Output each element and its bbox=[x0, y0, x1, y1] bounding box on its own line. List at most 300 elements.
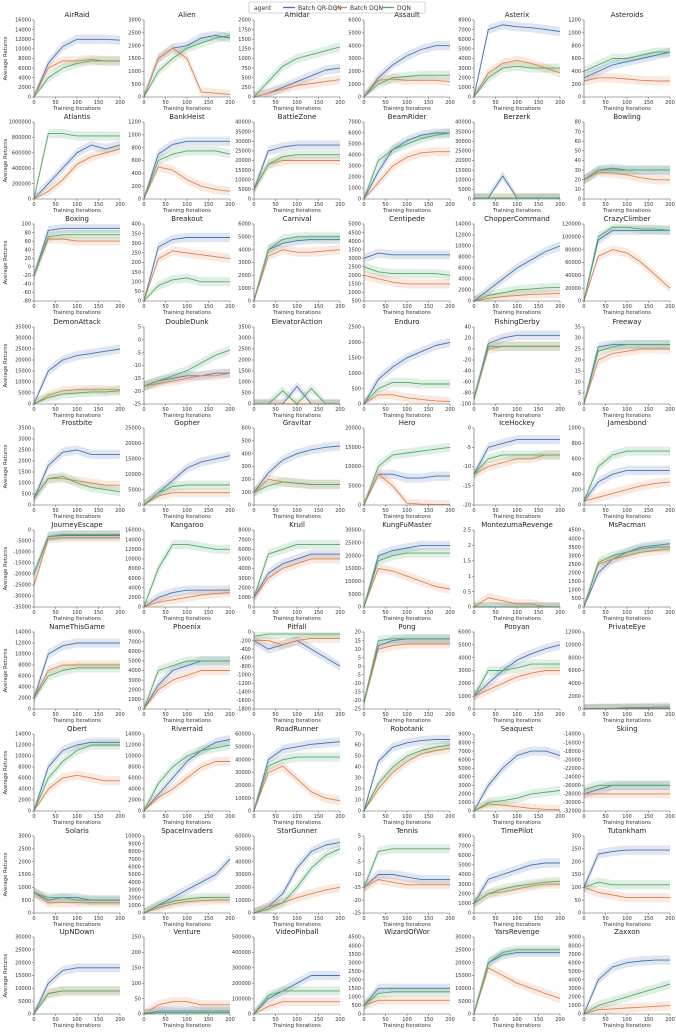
series-band-dqn bbox=[144, 656, 230, 709]
x-axis-label: Training Iterations bbox=[493, 820, 541, 826]
y-tick-label: 60000 bbox=[565, 260, 581, 267]
x-tick-label: 200 bbox=[445, 814, 455, 820]
chart-panel-asterix bbox=[458, 11, 565, 112]
x-tick-label: 100 bbox=[72, 508, 82, 514]
chart-panel-tutankham bbox=[571, 827, 674, 928]
x-tick-label: 50 bbox=[602, 916, 609, 922]
x-tick-label: 0 bbox=[32, 814, 36, 820]
x-tick-label: 50 bbox=[602, 1017, 609, 1023]
y-tick-label: 25000 bbox=[15, 947, 31, 954]
x-tick-label: 150 bbox=[423, 407, 434, 413]
y-tick-label: 1750 bbox=[238, 27, 251, 34]
y-tick-label: 0 bbox=[357, 808, 361, 815]
y-tick-label: -30000 bbox=[563, 800, 581, 807]
x-tick-label: 200 bbox=[335, 407, 345, 413]
x-tick-label: 0 bbox=[252, 610, 256, 616]
y-tick-label: 0 bbox=[467, 94, 471, 101]
x-tick-label: 200 bbox=[665, 610, 675, 616]
y-tick-label: 50 bbox=[574, 897, 581, 904]
y-tick-label: 4000 bbox=[128, 786, 141, 793]
y-tick-label: 1 bbox=[467, 573, 471, 580]
x-axis-label: Training Iterations bbox=[53, 1023, 101, 1029]
x-tick-label: 100 bbox=[402, 712, 412, 718]
y-tick-label: 9000 bbox=[568, 934, 581, 941]
y-tick-label: 600000 bbox=[11, 150, 31, 157]
y-tick-label: -32000 bbox=[563, 808, 581, 815]
chart-title: BeamRider bbox=[387, 113, 427, 121]
y-tick-label: 750 bbox=[241, 65, 251, 72]
x-axis-label: Training Iterations bbox=[493, 1023, 541, 1029]
y-tick-label: 500 bbox=[351, 1003, 361, 1010]
x-axis-label: Training Iterations bbox=[273, 514, 321, 520]
chart-panel-solaris bbox=[3, 827, 125, 928]
y-tick-label: 0 bbox=[357, 1011, 361, 1018]
y-tick-label: -18000 bbox=[563, 748, 581, 755]
y-tick-label: 1000 bbox=[238, 379, 251, 386]
x-tick-label: 150 bbox=[93, 407, 104, 413]
chart-panel-phoenix bbox=[128, 623, 235, 724]
x-tick-label: 0 bbox=[142, 304, 146, 310]
chart-title: Alien bbox=[178, 11, 196, 19]
chart-title: Pooyan bbox=[504, 623, 530, 631]
y-tick-label: 3000 bbox=[238, 575, 251, 582]
y-tick-label: 4000 bbox=[18, 684, 31, 691]
y-tick-label: 0 bbox=[467, 604, 471, 611]
x-tick-label: 200 bbox=[335, 508, 345, 514]
y-tick-label: 100000 bbox=[231, 996, 251, 1003]
y-tick-label: 8000 bbox=[128, 566, 141, 573]
y-tick-label: 1000 bbox=[458, 800, 471, 807]
y-tick-label: 15000 bbox=[345, 444, 361, 451]
y-tick-label: 25000 bbox=[455, 947, 471, 954]
y-tick-label: 25000 bbox=[345, 540, 361, 547]
x-tick-label: 0 bbox=[582, 1017, 586, 1023]
x-tick-label: 150 bbox=[93, 508, 104, 514]
y-tick-label: 8000 bbox=[128, 764, 141, 771]
x-tick-label: 200 bbox=[335, 610, 345, 616]
y-tick-label: 5000 bbox=[458, 862, 471, 869]
x-tick-label: 0 bbox=[142, 202, 146, 208]
y-tick-label: -15 bbox=[462, 483, 471, 490]
x-axis-label: Training Iterations bbox=[53, 718, 101, 724]
chart-title: UpNDown bbox=[59, 928, 95, 936]
x-axis-label: Training Iterations bbox=[53, 208, 101, 214]
y-tick-label: 9000 bbox=[458, 731, 471, 738]
x-tick-label: 100 bbox=[72, 916, 82, 922]
y-tick-label: 8000 bbox=[458, 254, 471, 261]
x-tick-label: 50 bbox=[162, 1017, 169, 1023]
y-tick-label: 0 bbox=[467, 1011, 471, 1018]
chart-panel-boxing bbox=[3, 215, 125, 316]
x-tick-label: 200 bbox=[335, 304, 345, 310]
chart-panel-roadrunner bbox=[235, 725, 345, 826]
x-tick-label: 50 bbox=[162, 916, 169, 922]
y-axis-label: Average Returns bbox=[3, 444, 9, 489]
x-tick-label: 50 bbox=[602, 610, 609, 616]
y-tick-label: 5 bbox=[137, 324, 141, 331]
x-tick-label: 100 bbox=[512, 712, 522, 718]
y-tick-label: 2500 bbox=[348, 264, 361, 271]
x-tick-label: 150 bbox=[533, 202, 544, 208]
y-tick-label: 3000 bbox=[18, 436, 31, 443]
y-tick-label: 2000 bbox=[238, 357, 251, 364]
y-tick-label: -14000 bbox=[563, 731, 581, 738]
y-tick-label: 5000 bbox=[18, 390, 31, 397]
y-tick-label: 5000 bbox=[128, 658, 141, 665]
y-tick-label: 6000 bbox=[128, 864, 141, 871]
x-tick-label: 50 bbox=[272, 814, 279, 820]
x-tick-label: 0 bbox=[472, 712, 476, 718]
y-tick-label: 4000 bbox=[128, 668, 141, 675]
x-axis-label: Training Iterations bbox=[163, 1023, 211, 1029]
chart-panel-spaceinvaders bbox=[125, 827, 235, 928]
x-tick-label: 100 bbox=[402, 304, 412, 310]
x-tick-label: 100 bbox=[72, 304, 82, 310]
x-tick-label: 50 bbox=[52, 916, 59, 922]
x-tick-label: 50 bbox=[382, 916, 389, 922]
y-tick-label: 1500 bbox=[568, 579, 581, 586]
x-tick-label: 0 bbox=[142, 508, 146, 514]
x-tick-label: 50 bbox=[272, 916, 279, 922]
y-tick-label: 2000 bbox=[128, 595, 141, 602]
y-tick-label: 0 bbox=[137, 706, 141, 713]
y-tick-label: -16000 bbox=[563, 740, 581, 747]
x-axis-label: Training Iterations bbox=[383, 106, 431, 112]
y-tick-label: -800 bbox=[239, 663, 251, 670]
chart-panel-jamesbond bbox=[568, 419, 675, 520]
x-tick-label: 0 bbox=[252, 508, 256, 514]
y-tick-label: 1000 bbox=[568, 30, 581, 37]
chart-panel-yarsrevenge bbox=[455, 928, 565, 1029]
y-tick-label: 10 bbox=[354, 646, 361, 653]
y-tick-label: 6000 bbox=[458, 852, 471, 859]
x-tick-label: 200 bbox=[335, 814, 345, 820]
x-axis-label: Training Iterations bbox=[383, 310, 431, 316]
y-tick-label: 50 bbox=[134, 289, 141, 296]
y-tick-label: 500 bbox=[241, 390, 251, 397]
chart-panel-skiing bbox=[563, 725, 674, 826]
y-tick-label: 2500 bbox=[18, 846, 31, 853]
x-axis-label: Training Iterations bbox=[383, 820, 431, 826]
y-tick-label: 40 bbox=[574, 158, 581, 165]
y-tick-label: 0 bbox=[137, 502, 141, 509]
y-tick-label: 8000 bbox=[458, 740, 471, 747]
x-axis-label: Training Iterations bbox=[273, 922, 321, 928]
y-tick-label: 600 bbox=[131, 158, 141, 165]
chart-title: KungFuMaster bbox=[382, 521, 432, 529]
y-tick-label: 30000 bbox=[235, 872, 251, 879]
x-tick-label: 200 bbox=[225, 407, 235, 413]
x-tick-label: 0 bbox=[32, 610, 36, 616]
y-tick-label: 14000 bbox=[15, 629, 31, 636]
x-tick-label: 100 bbox=[72, 407, 82, 413]
x-tick-label: 150 bbox=[203, 202, 214, 208]
x-tick-label: 150 bbox=[533, 407, 544, 413]
x-tick-label: 150 bbox=[203, 100, 214, 106]
chart-panel-assault bbox=[348, 11, 455, 112]
y-tick-label: 10 bbox=[354, 797, 361, 804]
x-tick-label: 150 bbox=[313, 1017, 324, 1023]
y-tick-label: 20000 bbox=[125, 441, 141, 448]
y-tick-label: -5 bbox=[356, 859, 361, 866]
x-tick-label: 150 bbox=[533, 1017, 544, 1023]
x-axis-label: Training Iterations bbox=[603, 718, 651, 724]
legend-title: agent bbox=[254, 5, 272, 12]
x-tick-label: 150 bbox=[643, 100, 654, 106]
y-tick-label: 0 bbox=[137, 298, 141, 305]
y-tick-label: 0 bbox=[137, 196, 141, 203]
x-tick-label: 200 bbox=[665, 304, 675, 310]
x-tick-label: 200 bbox=[115, 712, 125, 718]
y-tick-label: 0 bbox=[27, 527, 31, 534]
x-tick-label: 150 bbox=[643, 814, 654, 820]
y-tick-label: 50000 bbox=[235, 846, 251, 853]
y-tick-label: 7000 bbox=[458, 748, 471, 755]
x-tick-label: 200 bbox=[665, 508, 675, 514]
y-tick-label: 400 bbox=[241, 451, 251, 458]
chart-title: Assault bbox=[394, 11, 420, 19]
y-tick-label: 40000 bbox=[455, 119, 471, 126]
chart-panel-freeway bbox=[575, 318, 675, 419]
y-tick-label: 0 bbox=[27, 706, 31, 713]
y-tick-label: 15000 bbox=[455, 167, 471, 174]
x-tick-label: 100 bbox=[292, 916, 302, 922]
y-tick-label: -5 bbox=[356, 672, 361, 679]
x-tick-label: 0 bbox=[32, 304, 36, 310]
y-tick-label: 500000 bbox=[231, 934, 251, 941]
y-tick-label: 600 bbox=[241, 425, 251, 432]
y-tick-label: 40 bbox=[354, 764, 361, 771]
x-tick-label: 100 bbox=[402, 610, 412, 616]
chart-title: Solaris bbox=[65, 827, 89, 835]
y-tick-label: 200 bbox=[241, 477, 251, 484]
y-tick-label: 10 bbox=[574, 187, 581, 194]
y-tick-label: 3000 bbox=[568, 553, 581, 560]
y-tick-label: 0.5 bbox=[463, 589, 471, 596]
y-tick-label: 3000 bbox=[348, 960, 361, 967]
x-tick-label: 50 bbox=[162, 508, 169, 514]
x-tick-label: 100 bbox=[182, 916, 192, 922]
y-tick-label: 8000 bbox=[458, 833, 471, 840]
x-axis-label: Training Iterations bbox=[163, 413, 211, 419]
x-tick-label: 0 bbox=[472, 916, 476, 922]
y-tick-label: 0 bbox=[27, 808, 31, 815]
y-tick-label: 30000 bbox=[15, 934, 31, 941]
y-tick-label: -25 bbox=[352, 910, 361, 917]
y-tick-label: 15000 bbox=[15, 973, 31, 980]
y-tick-label: 2500 bbox=[238, 346, 251, 353]
y-tick-label: 30 bbox=[574, 167, 581, 174]
x-tick-label: 50 bbox=[382, 407, 389, 413]
x-tick-label: 150 bbox=[423, 100, 434, 106]
x-tick-label: 100 bbox=[512, 100, 522, 106]
x-tick-label: 100 bbox=[402, 1017, 412, 1023]
y-tick-label: 100000 bbox=[561, 234, 581, 241]
series-band-dqn bbox=[254, 540, 340, 602]
y-tick-label: 8000 bbox=[18, 662, 31, 669]
y-tick-label: 20000 bbox=[15, 960, 31, 967]
y-tick-label: 0 bbox=[467, 706, 471, 713]
y-tick-label: 3000 bbox=[238, 260, 251, 267]
x-tick-label: 150 bbox=[643, 610, 654, 616]
y-tick-label: 500 bbox=[571, 596, 581, 603]
chart-panel-elevatoraction bbox=[238, 318, 345, 419]
y-tick-label: 7000 bbox=[128, 639, 141, 646]
y-tick-label: 2 bbox=[467, 543, 471, 550]
y-tick-label: 70 bbox=[354, 731, 361, 738]
y-tick-label: 6000 bbox=[458, 36, 471, 43]
y-tick-label: 5000 bbox=[348, 483, 361, 490]
x-tick-label: 50 bbox=[272, 1017, 279, 1023]
y-tick-label: 5 bbox=[577, 390, 581, 397]
y-tick-label: 1000 bbox=[568, 1003, 581, 1010]
y-tick-label: -24000 bbox=[563, 774, 581, 781]
chart-panel-journeyescape bbox=[3, 521, 125, 622]
y-tick-label: 5000 bbox=[348, 591, 361, 598]
y-tick-label: 25000 bbox=[125, 425, 141, 432]
y-tick-label: 1000 bbox=[18, 885, 31, 892]
chart-panel-doubledunk bbox=[133, 318, 235, 419]
y-tick-label: 4000 bbox=[568, 977, 581, 984]
y-tick-label: -15000 bbox=[13, 560, 31, 567]
x-axis-label: Training Iterations bbox=[493, 616, 541, 622]
x-tick-label: 100 bbox=[182, 202, 192, 208]
x-tick-label: 150 bbox=[203, 304, 214, 310]
y-tick-label: 0 bbox=[577, 401, 581, 408]
y-tick-label: 6000 bbox=[568, 668, 581, 675]
y-tick-label: 3000 bbox=[458, 668, 471, 675]
chart-title: Zaxxon bbox=[614, 928, 640, 936]
y-tick-label: 4000 bbox=[348, 152, 361, 159]
y-tick-label: 200000 bbox=[11, 181, 31, 188]
x-tick-label: 100 bbox=[182, 304, 192, 310]
chart-title: Qbert bbox=[67, 725, 87, 733]
y-tick-label: -15 bbox=[132, 376, 141, 383]
y-tick-label: 1500 bbox=[348, 986, 361, 993]
x-tick-label: 200 bbox=[115, 610, 125, 616]
x-tick-label: 150 bbox=[203, 916, 214, 922]
y-tick-label: 25000 bbox=[455, 148, 471, 155]
chart-title: Venture bbox=[173, 928, 201, 936]
x-tick-label: 50 bbox=[492, 304, 499, 310]
x-axis-label: Training Iterations bbox=[493, 922, 541, 928]
x-axis-label: Training Iterations bbox=[273, 106, 321, 112]
x-tick-label: 150 bbox=[313, 610, 324, 616]
y-tick-label: 0 bbox=[467, 425, 471, 432]
x-tick-label: 150 bbox=[203, 814, 214, 820]
y-tick-label: 200 bbox=[571, 859, 581, 866]
y-tick-label: 1000 bbox=[458, 85, 471, 92]
chart-title: Tennis bbox=[396, 827, 418, 835]
y-tick-label: 4000 bbox=[18, 786, 31, 793]
y-tick-label: 2500 bbox=[568, 561, 581, 568]
y-tick-label: 400 bbox=[571, 69, 581, 76]
x-axis-label: Training Iterations bbox=[163, 718, 211, 724]
x-tick-label: 50 bbox=[162, 304, 169, 310]
y-tick-label: 2000 bbox=[238, 273, 251, 280]
y-tick-label: 5000 bbox=[458, 998, 471, 1005]
x-tick-label: 200 bbox=[555, 610, 565, 616]
x-tick-label: 50 bbox=[272, 610, 279, 616]
y-tick-label: 10000 bbox=[15, 379, 31, 386]
x-tick-label: 50 bbox=[382, 304, 389, 310]
y-tick-label: 12000 bbox=[455, 232, 471, 239]
x-axis-label: Training Iterations bbox=[383, 616, 431, 622]
x-tick-label: 100 bbox=[72, 712, 82, 718]
x-tick-label: 150 bbox=[423, 508, 434, 514]
chart-panel-bankheist bbox=[128, 113, 235, 214]
x-axis-label: Training Iterations bbox=[383, 208, 431, 214]
y-tick-label: 10000 bbox=[235, 795, 251, 802]
y-tick-label: 0 bbox=[357, 94, 361, 101]
x-tick-label: 50 bbox=[272, 712, 279, 718]
y-tick-label: 12000 bbox=[15, 36, 31, 43]
y-tick-label: 25000 bbox=[15, 346, 31, 353]
x-tick-label: 0 bbox=[362, 610, 366, 616]
y-tick-label: 1500 bbox=[238, 368, 251, 375]
x-axis-label: Training Iterations bbox=[603, 820, 651, 826]
y-tick-label: 500 bbox=[21, 897, 31, 904]
chart-title: CrazyClimber bbox=[603, 215, 651, 223]
chart-title: SpaceInvaders bbox=[161, 827, 213, 835]
x-tick-label: 50 bbox=[602, 508, 609, 514]
chart-panel-namethisgame bbox=[3, 623, 125, 724]
y-tick-label: 15000 bbox=[345, 566, 361, 573]
y-tick-label: 4000 bbox=[128, 585, 141, 592]
y-tick-label: 0 bbox=[137, 94, 141, 101]
y-tick-label: 10 bbox=[574, 379, 581, 386]
x-tick-label: 50 bbox=[492, 712, 499, 718]
y-tick-label: 150 bbox=[131, 965, 141, 972]
x-tick-label: 200 bbox=[555, 1017, 565, 1023]
y-tick-label: -1200 bbox=[236, 681, 251, 688]
y-tick-label: 100 bbox=[241, 489, 251, 496]
y-tick-label: 3000 bbox=[128, 887, 141, 894]
x-tick-label: 100 bbox=[512, 202, 522, 208]
x-tick-label: 200 bbox=[115, 1017, 125, 1023]
x-tick-label: 100 bbox=[292, 202, 302, 208]
x-axis-label: Training Iterations bbox=[493, 514, 541, 520]
x-tick-label: 0 bbox=[142, 814, 146, 820]
x-tick-label: 100 bbox=[402, 202, 412, 208]
y-tick-label: 6000 bbox=[238, 221, 251, 228]
chart-panel-videopinball bbox=[232, 928, 345, 1029]
chart-title: Freeway bbox=[612, 318, 642, 326]
x-tick-label: 50 bbox=[382, 100, 389, 106]
y-tick-label: 1250 bbox=[238, 46, 251, 53]
x-tick-label: 150 bbox=[93, 814, 104, 820]
y-tick-label: 300 bbox=[241, 464, 251, 471]
y-tick-label: 4000 bbox=[348, 943, 361, 950]
x-tick-label: 0 bbox=[582, 508, 586, 514]
y-tick-label: 300000 bbox=[231, 965, 251, 972]
x-tick-label: 0 bbox=[252, 202, 256, 208]
x-tick-label: 150 bbox=[93, 1017, 104, 1023]
x-axis-label: Training Iterations bbox=[383, 922, 431, 928]
y-tick-label: 200 bbox=[131, 183, 141, 190]
x-axis-label: Training Iterations bbox=[603, 208, 651, 214]
y-tick-label: 600 bbox=[571, 56, 581, 63]
x-axis-label: Training Iterations bbox=[53, 616, 101, 622]
chart-panel-breakout bbox=[131, 215, 234, 316]
x-tick-label: 150 bbox=[313, 100, 324, 106]
y-tick-label: 6000 bbox=[128, 575, 141, 582]
chart-panel-tennis bbox=[353, 827, 455, 928]
chart-title: TimePilot bbox=[500, 827, 534, 835]
y-tick-label: -20 bbox=[352, 897, 361, 904]
series-band-dqn bbox=[364, 740, 450, 811]
x-tick-label: 150 bbox=[203, 712, 214, 718]
